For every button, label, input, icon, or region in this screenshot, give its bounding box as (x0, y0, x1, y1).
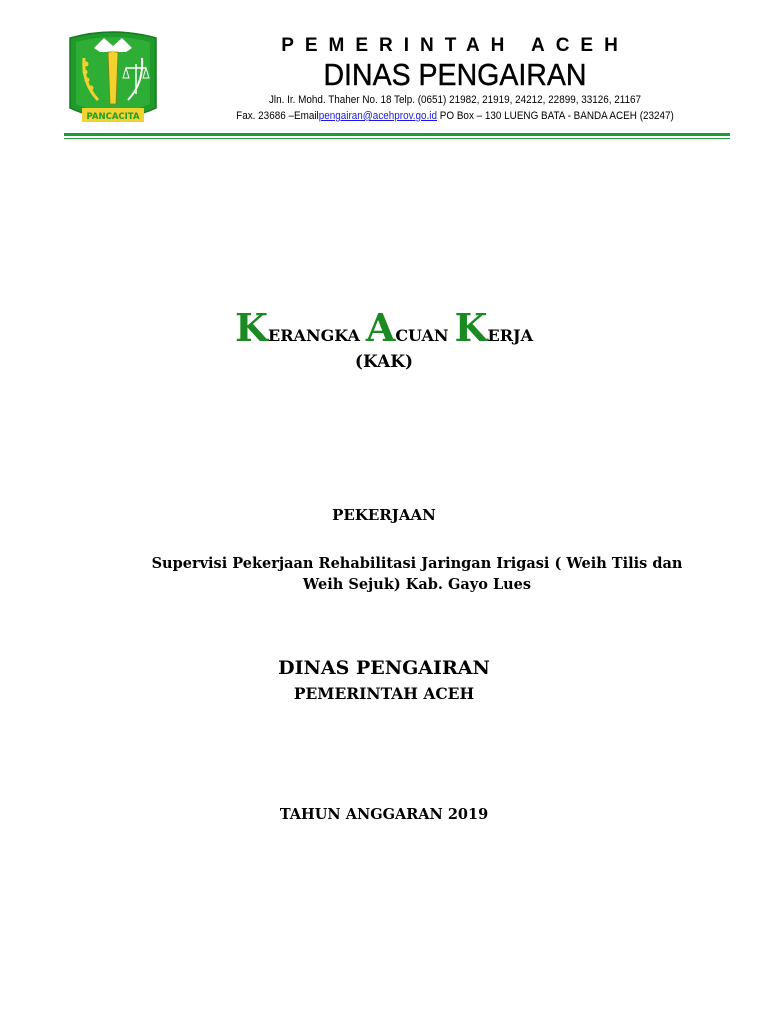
title-rest-3: ERJA (487, 326, 533, 345)
title-rest-2: CUAN (395, 326, 449, 345)
title-initial-1: K (235, 305, 269, 350)
government-name: PEMERINTAH ACEH (293, 684, 475, 703)
header-divider-thick (64, 133, 730, 136)
logo-label: PANCACITA (86, 112, 140, 122)
department-title: DINAS PENGAIRAN (323, 57, 587, 92)
agency-name: DINAS PENGAIRAN (278, 657, 490, 679)
contact-prefix: Fax. 23686 –Email (236, 110, 319, 122)
section-label: PEKERJAAN (332, 506, 436, 524)
title-initial-2: A (365, 305, 396, 350)
contact-suffix: PO Box – 130 LUENG BATA - BANDA ACEH (23247) (437, 110, 674, 122)
letterhead (180, 34, 730, 124)
title-initial-3: K (454, 305, 488, 350)
aceh-coat-of-arms-logo (64, 28, 162, 128)
government-title: PEMERINTAH ACEH (281, 35, 629, 56)
header-divider-thin (64, 138, 730, 139)
fiscal-year: TAHUN ANGGARAN 2019 (279, 806, 489, 823)
project-name: Supervisi Pekerjaan Rehabilitasi Jaringan Irigasi ( Weih Tilis dan Weih Sejuk) Kab. Gayo Lues (151, 555, 683, 593)
address-line: Jln. Ir. Mohd. Thaher No. 18 Telp. (0651) 21982, 21919, 24212, 22899, 33126, 21167 (268, 94, 642, 106)
title-abbreviation: (KAK) (354, 352, 414, 372)
contact-line (208, 108, 703, 124)
email-link[interactable]: pengairan@acehprov.go.id (318, 110, 438, 122)
title-rest-1: ERANGKA (268, 326, 360, 345)
